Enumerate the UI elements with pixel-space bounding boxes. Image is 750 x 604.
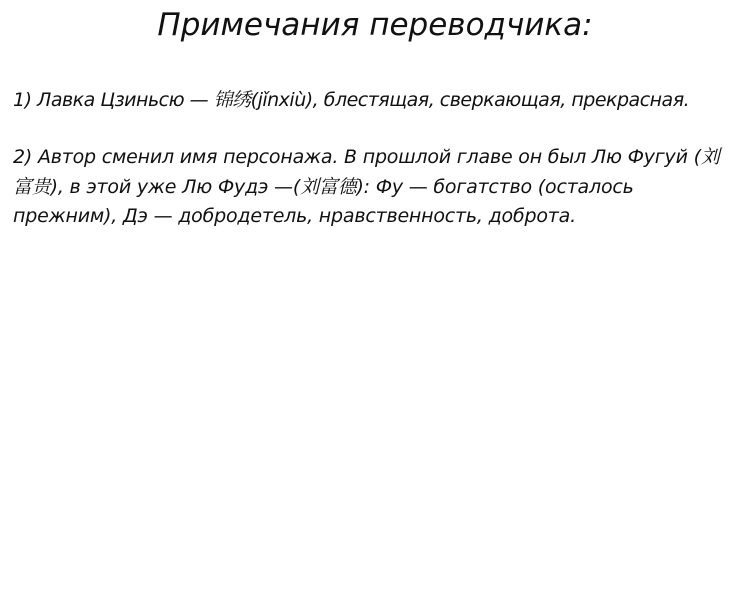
page-title: Примечания переводчика: [157,7,593,43]
note-2: 2) Автор сменил имя персонажа. В прошлой главе он был Лю Фугуй (刘富贵), в этой уже Лю Фудэ —(刘富德): Фу — богатство (осталось прежним), Дэ — добродетель, нравственность, доброта. [13,146,720,227]
note-1: 1) Лавка Цзиньсю — 锦绣(jǐnxiù), блестящая, сверкающая, прекрасная. [13,89,690,111]
